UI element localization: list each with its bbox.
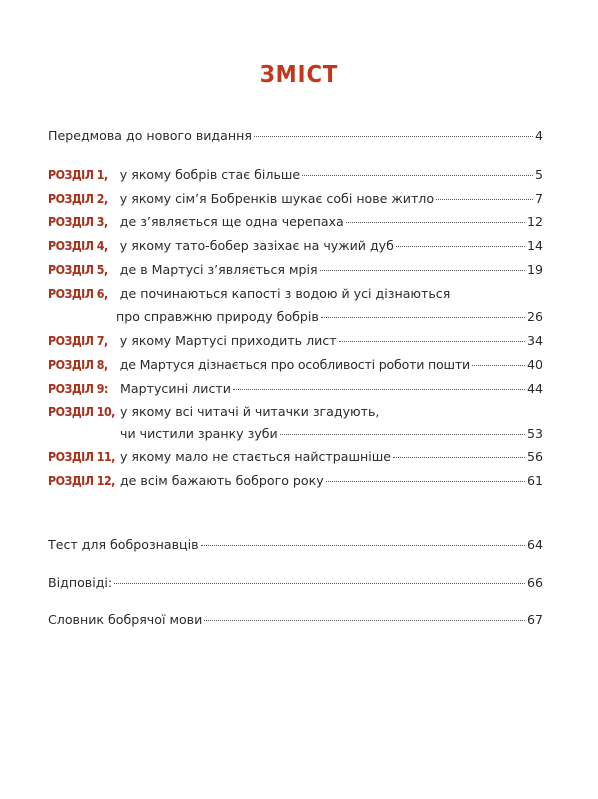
toc-entry-chapter-9[interactable]: [48, 381, 543, 397]
dot-leader: [396, 246, 525, 247]
chapter-label: РОЗДІЛ 5,: [48, 262, 108, 277]
toc-entry-chapter-8[interactable]: [48, 357, 543, 373]
dot-leader: [393, 457, 525, 458]
toc-entry-text-continued: чи чистили зранку зуби: [120, 426, 278, 441]
page-title: ЗМІСТ: [259, 62, 339, 88]
dot-leader: [472, 365, 525, 366]
toc-entry-text: Тест для бобрознавців: [48, 537, 199, 552]
toc-page-number: 64: [526, 537, 543, 552]
toc-page-number: 26: [526, 309, 543, 324]
toc-page-number: 34: [526, 333, 543, 348]
toc-entry-text: у якому сім’я Бобренків шукає собі нове житло: [119, 191, 435, 206]
toc-page-number: 53: [526, 426, 543, 441]
toc-entry-chapter-2[interactable]: [48, 191, 543, 207]
toc-entry-chapter-6-continued[interactable]: [116, 309, 543, 325]
chapter-label: РОЗДІЛ 3,: [48, 214, 108, 229]
dot-leader: [320, 270, 525, 271]
toc-entry-text: де всім бажають боброго року: [119, 473, 324, 488]
toc-page-number: 19: [526, 262, 543, 277]
toc-entry-chapter-10-continued[interactable]: [120, 426, 543, 442]
toc-entry-text: Відповіді:: [48, 575, 113, 590]
chapter-label: РОЗДІЛ 12,: [48, 473, 115, 488]
toc-entry-text: у якому Мартусі приходить лист: [119, 333, 337, 348]
toc-entry-chapter-4[interactable]: [48, 238, 543, 254]
toc-page-number: 4: [534, 128, 543, 143]
toc-entry-text: у якому всі читачі й читачки згадують,: [119, 404, 380, 419]
toc-entry-answers[interactable]: [48, 575, 543, 591]
chapter-label: РОЗДІЛ 9:: [48, 381, 108, 396]
toc-entry-text: Словник бобрячої мови: [48, 612, 203, 627]
toc-entry-text: у якому мало не стається найстрашніше: [119, 449, 392, 464]
toc-entry-text: де з’являється ще одна черепаха: [119, 214, 344, 229]
toc-entry-chapter-1[interactable]: [48, 167, 543, 183]
dot-leader: [114, 583, 525, 584]
toc-entry-chapter-3[interactable]: [48, 214, 543, 230]
toc-page-number: 40: [526, 357, 543, 372]
toc-entry-text: Передмова до нового видання: [48, 128, 252, 143]
toc-entry-text: Мартусині листи: [120, 381, 231, 396]
toc-entry-chapter-10[interactable]: [48, 404, 543, 420]
toc-entry-test[interactable]: [48, 537, 543, 553]
chapter-label: РОЗДІЛ 4,: [48, 238, 108, 253]
toc-entry-glossary[interactable]: [48, 612, 543, 628]
chapter-label: РОЗДІЛ 1,: [48, 167, 108, 182]
dot-leader: [326, 481, 525, 482]
chapter-label: РОЗДІЛ 8,: [48, 357, 108, 372]
chapter-label: РОЗДІЛ 6,: [48, 286, 108, 301]
dot-leader: [233, 389, 525, 390]
chapter-label: РОЗДІЛ 11,: [48, 449, 115, 464]
toc-entry-chapter-7[interactable]: [48, 333, 543, 349]
chapter-label: РОЗДІЛ 7,: [48, 333, 108, 348]
toc-entry-text: де починаються капості з водою й усі дізнаються: [119, 286, 451, 301]
toc-page-number: 44: [526, 381, 543, 396]
toc-entry-text: у якому тато-бобер зазіхає на чужий дуб: [119, 238, 394, 253]
dot-leader: [346, 222, 525, 223]
toc-entry-chapter-12[interactable]: [48, 473, 543, 489]
toc-page-number: 66: [526, 575, 543, 590]
toc-entry-text: де Мартуся дізнається про особливості роботи пошти: [119, 357, 470, 372]
toc-page-number: 61: [526, 473, 543, 488]
dot-leader: [254, 136, 533, 137]
toc-entry-chapter-11[interactable]: [48, 449, 543, 465]
toc-entry-preface[interactable]: [48, 128, 543, 144]
dot-leader: [436, 199, 533, 200]
toc-page-number: 5: [534, 167, 543, 182]
toc-entry-chapter-6[interactable]: [48, 286, 543, 302]
dot-leader: [204, 620, 525, 621]
toc-entry-text: де в Мартусі з’являється мрія: [119, 262, 318, 277]
dot-leader: [302, 175, 533, 176]
toc-page-number: 7: [534, 191, 543, 206]
chapter-label: РОЗДІЛ 2,: [48, 191, 108, 206]
toc-page-number: 56: [526, 449, 543, 464]
toc-page-number: 14: [526, 238, 543, 253]
toc-page-number: 67: [526, 612, 543, 627]
toc-entry-chapter-5[interactable]: [48, 262, 543, 278]
chapter-label: РОЗДІЛ 10,: [48, 404, 115, 419]
dot-leader: [339, 341, 525, 342]
dot-leader: [280, 434, 525, 435]
dot-leader: [321, 317, 525, 318]
toc-entry-text-continued: про справжню природу бобрів: [116, 309, 319, 324]
dot-leader: [201, 545, 525, 546]
toc-entry-text: у якому бобрів стає більше: [119, 167, 301, 182]
toc-page-number: 12: [526, 214, 543, 229]
